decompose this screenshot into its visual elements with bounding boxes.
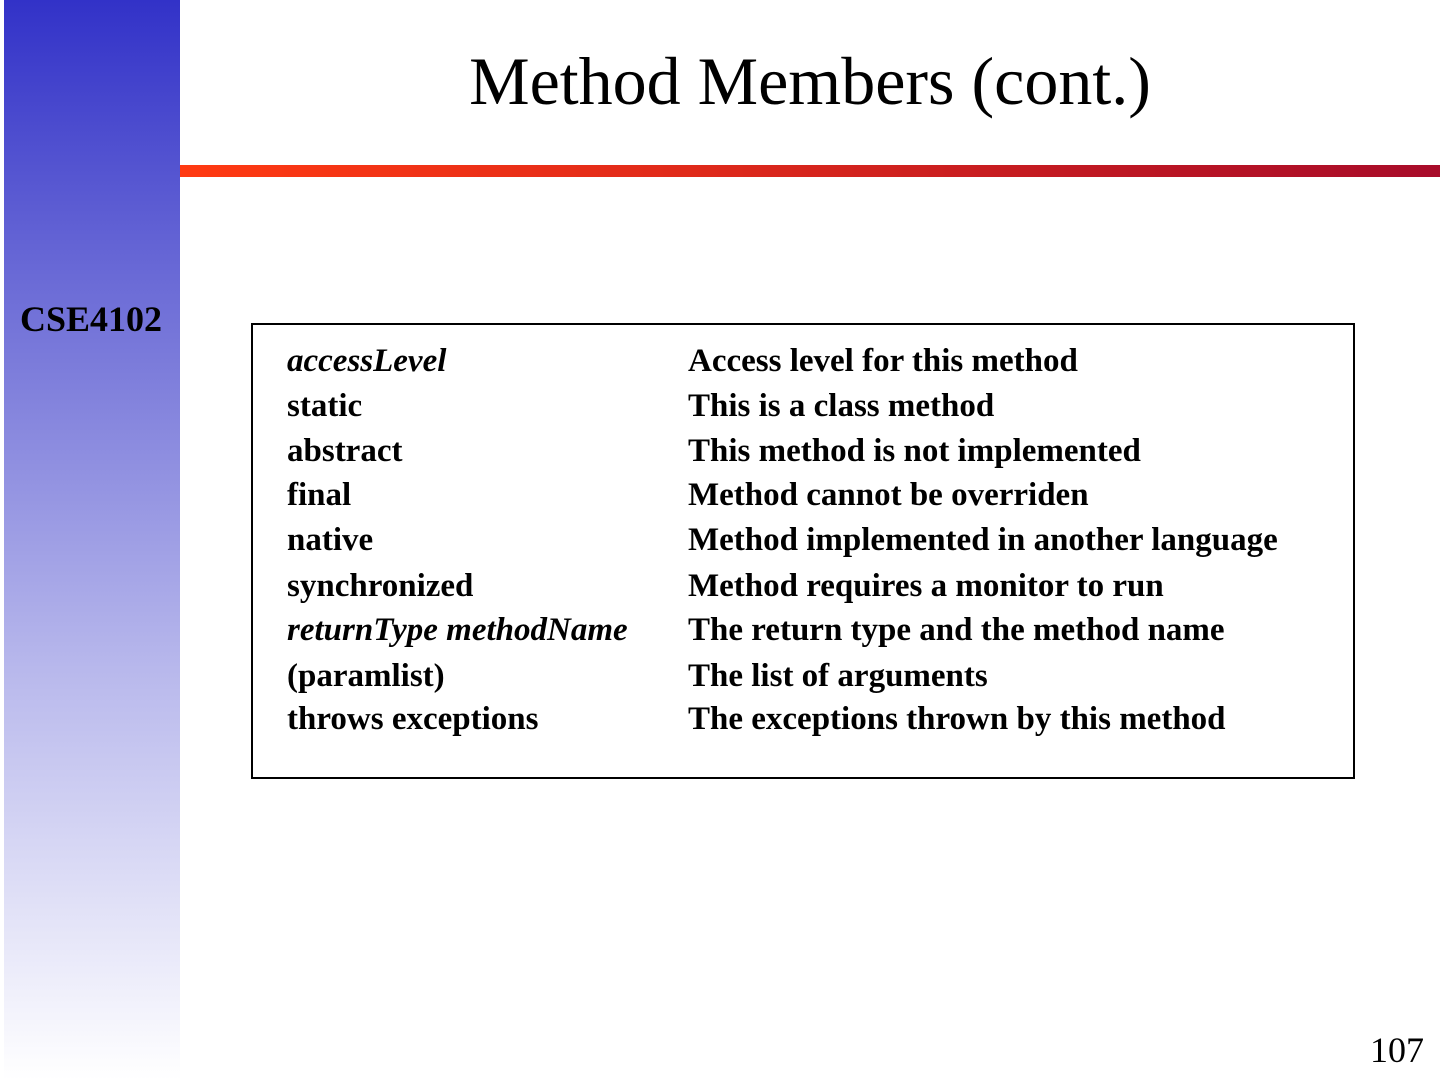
member-term: native bbox=[287, 522, 374, 558]
member-term: throws exceptions bbox=[287, 701, 539, 737]
member-description: Method implemented in another language bbox=[688, 522, 1278, 558]
member-description: Method cannot be overriden bbox=[688, 477, 1089, 513]
member-term: abstract bbox=[287, 433, 403, 469]
member-description: Method requires a monitor to run bbox=[688, 568, 1164, 604]
member-term: (paramlist) bbox=[287, 658, 445, 694]
member-term: static bbox=[287, 388, 363, 424]
member-description: The list of arguments bbox=[688, 658, 988, 694]
sidebar-gradient bbox=[4, 0, 180, 1080]
page-number: 107 bbox=[1370, 1030, 1424, 1070]
member-description: Access level for this method bbox=[688, 343, 1078, 379]
member-description: The exceptions thrown by this method bbox=[688, 701, 1226, 737]
member-term: synchronized bbox=[287, 568, 474, 604]
member-term: returnType methodName bbox=[287, 612, 628, 648]
title-divider bbox=[180, 165, 1440, 177]
method-members-box bbox=[251, 323, 1355, 779]
member-term: accessLevel bbox=[287, 343, 447, 379]
member-description: This method is not implemented bbox=[688, 433, 1141, 469]
course-code: CSE4102 bbox=[20, 299, 163, 339]
member-description: This is a class method bbox=[688, 388, 995, 424]
slide-title: Method Members (cont.) bbox=[469, 43, 1151, 119]
member-term: final bbox=[287, 477, 352, 513]
member-description: The return type and the method name bbox=[688, 612, 1225, 648]
